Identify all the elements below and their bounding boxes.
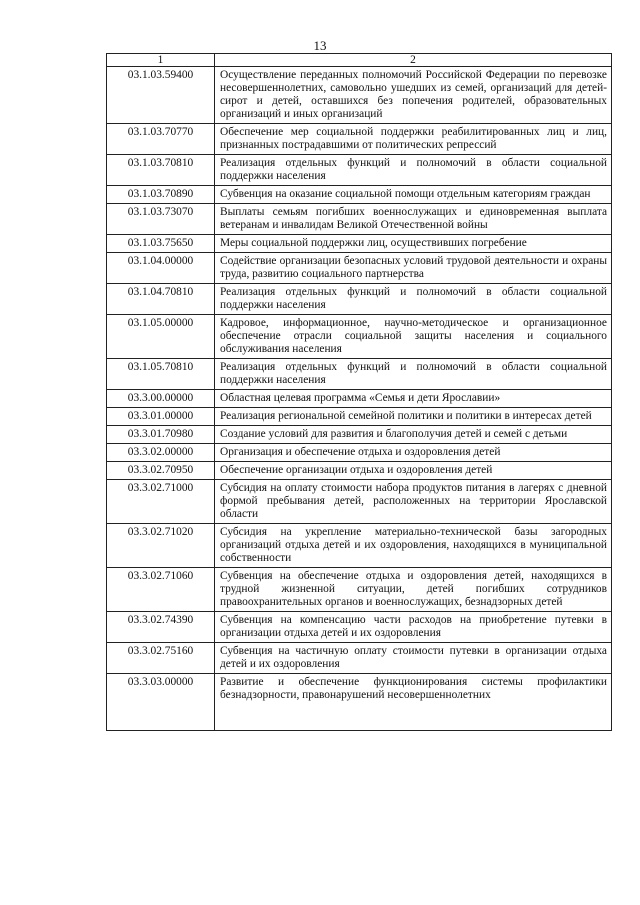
- row-description: Осуществление переданных полномочий Российской Федерации по перевозке несовершеннолетних, самовольно ушедших из семей, организаций для детей-сирот и детей, оставшихся без попечения родителей, образовательных организаций и иных организаций: [215, 67, 612, 124]
- page-number: 13: [313, 38, 327, 53]
- row-description: Развитие и обеспечение функционирования системы профилактики безнадзорности, правонарушений несовершеннолетних: [215, 674, 612, 731]
- table-row: [107, 359, 612, 390]
- row-code: 03.1.04.00000: [107, 253, 215, 284]
- table-row: [107, 426, 612, 444]
- table-row: [107, 124, 612, 155]
- row-code: 03.1.03.75650: [107, 235, 215, 253]
- table-row: [107, 235, 612, 253]
- row-code: 03.3.02.75160: [107, 643, 215, 674]
- row-code: 03.3.02.00000: [107, 444, 215, 462]
- row-code: 03.1.03.59400: [107, 67, 215, 124]
- row-code: 03.3.02.74390: [107, 612, 215, 643]
- table-row: [107, 674, 612, 731]
- table-row: [107, 315, 612, 359]
- row-description: Областная целевая программа «Семья и дети Ярославии»: [215, 390, 612, 408]
- row-code: 03.3.00.00000: [107, 390, 215, 408]
- row-description: Меры социальной поддержки лиц, осуществивших погребение: [215, 235, 612, 253]
- table-row: [107, 480, 612, 524]
- table-row: [107, 284, 612, 315]
- table-row: [107, 67, 612, 124]
- column-header-code: 1: [107, 54, 215, 67]
- table-row: [107, 408, 612, 426]
- row-description: Реализация отдельных функций и полномочий в области социальной поддержки населения: [215, 284, 612, 315]
- row-code: 03.1.03.73070: [107, 204, 215, 235]
- row-code: 03.1.03.70890: [107, 186, 215, 204]
- row-code: 03.3.02.71060: [107, 568, 215, 612]
- budget-codes-table: [106, 53, 612, 731]
- row-code: 03.1.05.00000: [107, 315, 215, 359]
- row-description: Субвенция на компенсацию части расходов на приобретение путевки в организации отдыха детей и их оздоровления: [215, 612, 612, 643]
- row-code: 03.1.05.70810: [107, 359, 215, 390]
- row-code: 03.3.03.00000: [107, 674, 215, 731]
- table-row: [107, 390, 612, 408]
- row-description: Субвенция на частичную оплату стоимости путевки в организации отдыха детей и их оздоровления: [215, 643, 612, 674]
- row-code: 03.3.02.70950: [107, 462, 215, 480]
- row-description: Выплаты семьям погибших военнослужащих и единовременная выплата ветеранам и инвалидам Великой Отечественной войны: [215, 204, 612, 235]
- row-description: Содействие организации безопасных условий трудовой деятельности и охраны труда, развитию социального партнерства: [215, 253, 612, 284]
- column-header-description: 2: [215, 54, 612, 67]
- table-row: [107, 155, 612, 186]
- row-description: Создание условий для развития и благополучия детей и семей с детьми: [215, 426, 612, 444]
- row-description: Субсидия на укрепление материально-технической базы загородных организаций отдыха детей и их оздоровления, находящихся в муниципальной собственности: [215, 524, 612, 568]
- table-row: [107, 253, 612, 284]
- table-row: [107, 462, 612, 480]
- row-description: Реализация региональной семейной политики и политики в интересах детей: [215, 408, 612, 426]
- row-code: 03.3.02.71020: [107, 524, 215, 568]
- table-header-row: [107, 54, 612, 67]
- row-code: 03.1.04.70810: [107, 284, 215, 315]
- row-code: 03.3.01.00000: [107, 408, 215, 426]
- row-code: 03.1.03.70810: [107, 155, 215, 186]
- row-description: Кадровое, информационное, научно-методическое и организационное обеспечение отрасли социальной защиты населения и социального обслуживания населения: [215, 315, 612, 359]
- table-row: [107, 612, 612, 643]
- row-description: Субвенция на обеспечение отдыха и оздоровления детей, находящихся в трудной жизненной ситуации, детей погибших сотрудников правоохранительных органов и военнослужащих, безнадзорных детей: [215, 568, 612, 612]
- row-description: Организация и обеспечение отдыха и оздоровления детей: [215, 444, 612, 462]
- row-description: Реализация отдельных функций и полномочий в области социальной поддержки населения: [215, 359, 612, 390]
- table-row: [107, 568, 612, 612]
- table-row: [107, 524, 612, 568]
- table-row: [107, 204, 612, 235]
- row-code: 03.3.01.70980: [107, 426, 215, 444]
- row-code: 03.1.03.70770: [107, 124, 215, 155]
- row-code: 03.3.02.71000: [107, 480, 215, 524]
- table-row: [107, 444, 612, 462]
- row-description: Субвенция на оказание социальной помощи отдельным категориям граждан: [215, 186, 612, 204]
- table-row: [107, 643, 612, 674]
- table-row: [107, 186, 612, 204]
- row-description: Обеспечение мер социальной поддержки реабилитированных лиц и лиц, признанных пострадавшими от политических репрессий: [215, 124, 612, 155]
- row-description: Реализация отдельных функций и полномочий в области социальной поддержки населения: [215, 155, 612, 186]
- row-description: Субсидия на оплату стоимости набора продуктов питания в лагерях с дневной формой пребывания детей, расположенных на территории Ярославской области: [215, 480, 612, 524]
- row-description: Обеспечение организации отдыха и оздоровления детей: [215, 462, 612, 480]
